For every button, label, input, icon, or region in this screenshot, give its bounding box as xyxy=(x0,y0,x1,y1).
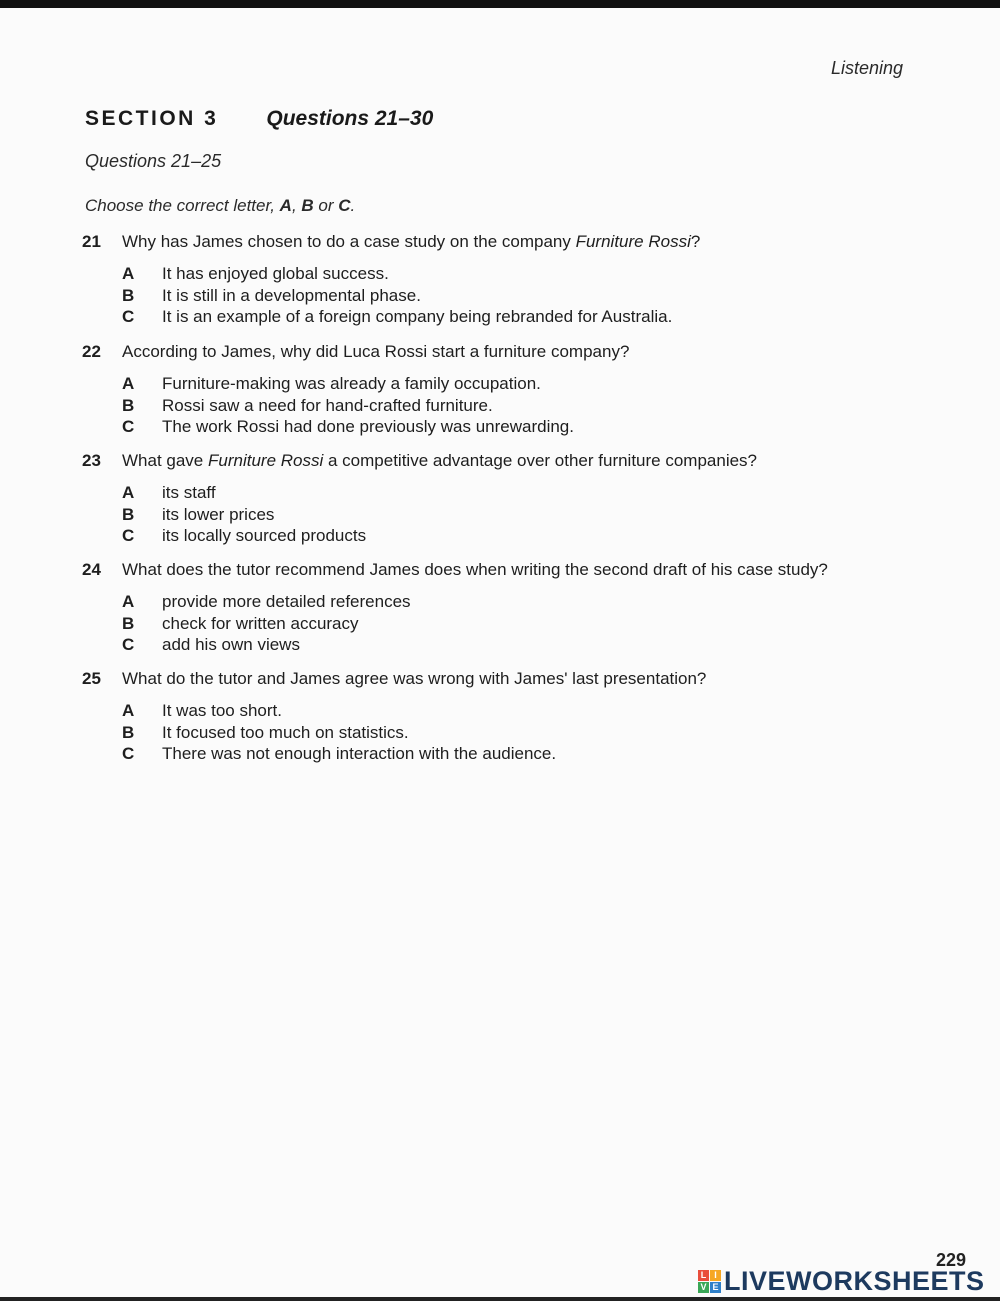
question-stem xyxy=(82,231,902,253)
instructions-suffix: . xyxy=(350,196,356,215)
option-letter: B xyxy=(122,395,135,415)
answer-option-b[interactable] xyxy=(122,285,902,307)
question-text xyxy=(122,559,828,581)
answer-option-b[interactable] xyxy=(122,613,902,635)
option-text: The work Rossi had done previously was unrewarding. xyxy=(162,417,574,436)
question-number: 22 xyxy=(82,342,101,361)
question-stem xyxy=(82,668,902,690)
answer-option-c[interactable] xyxy=(122,634,902,656)
question-text xyxy=(122,668,706,690)
option-letter: C xyxy=(122,635,135,654)
option-text: its lower prices xyxy=(162,504,275,524)
option-letter: B xyxy=(122,504,135,524)
answer-options xyxy=(122,373,902,438)
question-number: 21 xyxy=(82,232,101,251)
logo-letter: L xyxy=(698,1270,709,1281)
question-number: 23 xyxy=(82,451,101,470)
answer-option-c[interactable] xyxy=(122,416,902,438)
option-text: Furniture-making was already a family occupation. xyxy=(162,374,541,393)
question-text xyxy=(122,341,629,363)
instructions xyxy=(85,196,355,216)
option-text: It is an example of a foreign company being rebranded for Australia. xyxy=(162,307,673,326)
question-text-part: Why has James chosen to do a case study on the company xyxy=(122,232,576,251)
question-number: 25 xyxy=(82,669,101,688)
option-letter: A xyxy=(122,592,135,611)
option-letter: C xyxy=(122,417,135,436)
question-stem xyxy=(82,341,902,363)
answer-option-c[interactable] xyxy=(122,306,902,328)
answer-option-a[interactable] xyxy=(122,263,902,285)
question-stem xyxy=(82,559,902,581)
question-number: 24 xyxy=(82,560,101,579)
option-letter: C xyxy=(122,307,135,326)
question-text xyxy=(122,231,700,253)
questions-subheading: Questions 21–25 xyxy=(85,151,222,171)
instructions-letter-b: B xyxy=(301,196,314,215)
option-text: It is still in a developmental phase. xyxy=(162,285,421,305)
answer-options xyxy=(122,700,902,765)
question-text-part: What do the tutor and James agree was wrong with James' last presentation? xyxy=(122,669,707,688)
option-text: add his own views xyxy=(162,635,300,654)
option-text: Rossi saw a need for hand-crafted furniture. xyxy=(162,395,493,415)
option-letter: A xyxy=(122,483,135,502)
logo-letter: E xyxy=(710,1282,721,1293)
option-letter: A xyxy=(122,374,135,393)
section-label: SECTION 3 xyxy=(85,107,219,130)
answer-option-c[interactable] xyxy=(122,525,902,547)
instructions-letter-a: A xyxy=(279,196,292,215)
question-stem xyxy=(82,450,902,472)
answer-options xyxy=(122,263,902,328)
liveworksheets-wordmark: LIVEWORKSHEETS xyxy=(724,1266,985,1296)
answer-option-b[interactable] xyxy=(122,395,902,417)
answer-options xyxy=(122,482,902,547)
instructions-sep-1: , xyxy=(291,196,302,215)
liveworksheets-logo-icon xyxy=(698,1270,721,1293)
question-text-part: a competitive advantage over other furniture companies? xyxy=(323,451,758,470)
option-text: its staff xyxy=(162,483,216,502)
answer-option-b[interactable] xyxy=(122,722,902,744)
question-text-part: ? xyxy=(690,232,701,251)
option-letter: C xyxy=(122,526,135,545)
scan-top-edge xyxy=(0,0,1000,8)
answer-options xyxy=(122,591,902,656)
answer-option-a[interactable] xyxy=(122,373,902,395)
option-text: It focused too much on statistics. xyxy=(162,722,409,742)
question-text-part: According to James, why did Luca Rossi start a furniture company? xyxy=(122,342,630,361)
question-text-italic: Furniture Rossi xyxy=(575,232,691,251)
instructions-letter-c: C xyxy=(338,196,351,215)
question-text-part: What gave xyxy=(122,451,208,470)
section-questions-range: Questions 21–30 xyxy=(266,107,434,130)
option-text: There was not enough interaction with the audience. xyxy=(162,744,557,763)
instructions-prefix: Choose the correct letter, xyxy=(85,196,280,215)
option-letter: B xyxy=(122,613,135,633)
answer-option-a[interactable] xyxy=(122,482,902,504)
option-letter: A xyxy=(122,264,135,283)
question-23 xyxy=(82,450,902,547)
answer-option-b[interactable] xyxy=(122,504,902,526)
question-text-italic: Furniture Rossi xyxy=(208,451,324,470)
option-text: It was too short. xyxy=(162,701,282,720)
option-text: its locally sourced products xyxy=(162,526,367,545)
answer-option-a[interactable] xyxy=(122,591,902,613)
option-letter: A xyxy=(122,701,135,720)
question-25 xyxy=(82,668,902,765)
section-heading xyxy=(85,107,433,131)
running-head: Listening xyxy=(830,58,903,78)
question-text-part: What does the tutor recommend James does when writing the second draft of his case study? xyxy=(122,560,828,579)
question-22 xyxy=(82,341,902,438)
option-letter: B xyxy=(122,285,135,305)
page-number: 229 xyxy=(935,1250,966,1270)
logo-letter: I xyxy=(710,1270,721,1281)
option-text: check for written accuracy xyxy=(162,613,359,633)
option-text: provide more detailed references xyxy=(162,592,411,611)
question-24 xyxy=(82,559,902,656)
option-text: It has enjoyed global success. xyxy=(162,264,389,283)
answer-option-c[interactable] xyxy=(122,743,902,765)
instructions-sep-2: or xyxy=(313,196,339,215)
logo-letter: V xyxy=(698,1282,709,1293)
liveworksheets-watermark[interactable] xyxy=(698,1266,985,1297)
scan-bottom-edge xyxy=(0,1297,1000,1301)
question-21 xyxy=(82,231,902,328)
question-text xyxy=(122,450,757,472)
option-letter: B xyxy=(122,722,135,742)
answer-option-a[interactable] xyxy=(122,700,902,722)
option-letter: C xyxy=(122,744,135,763)
